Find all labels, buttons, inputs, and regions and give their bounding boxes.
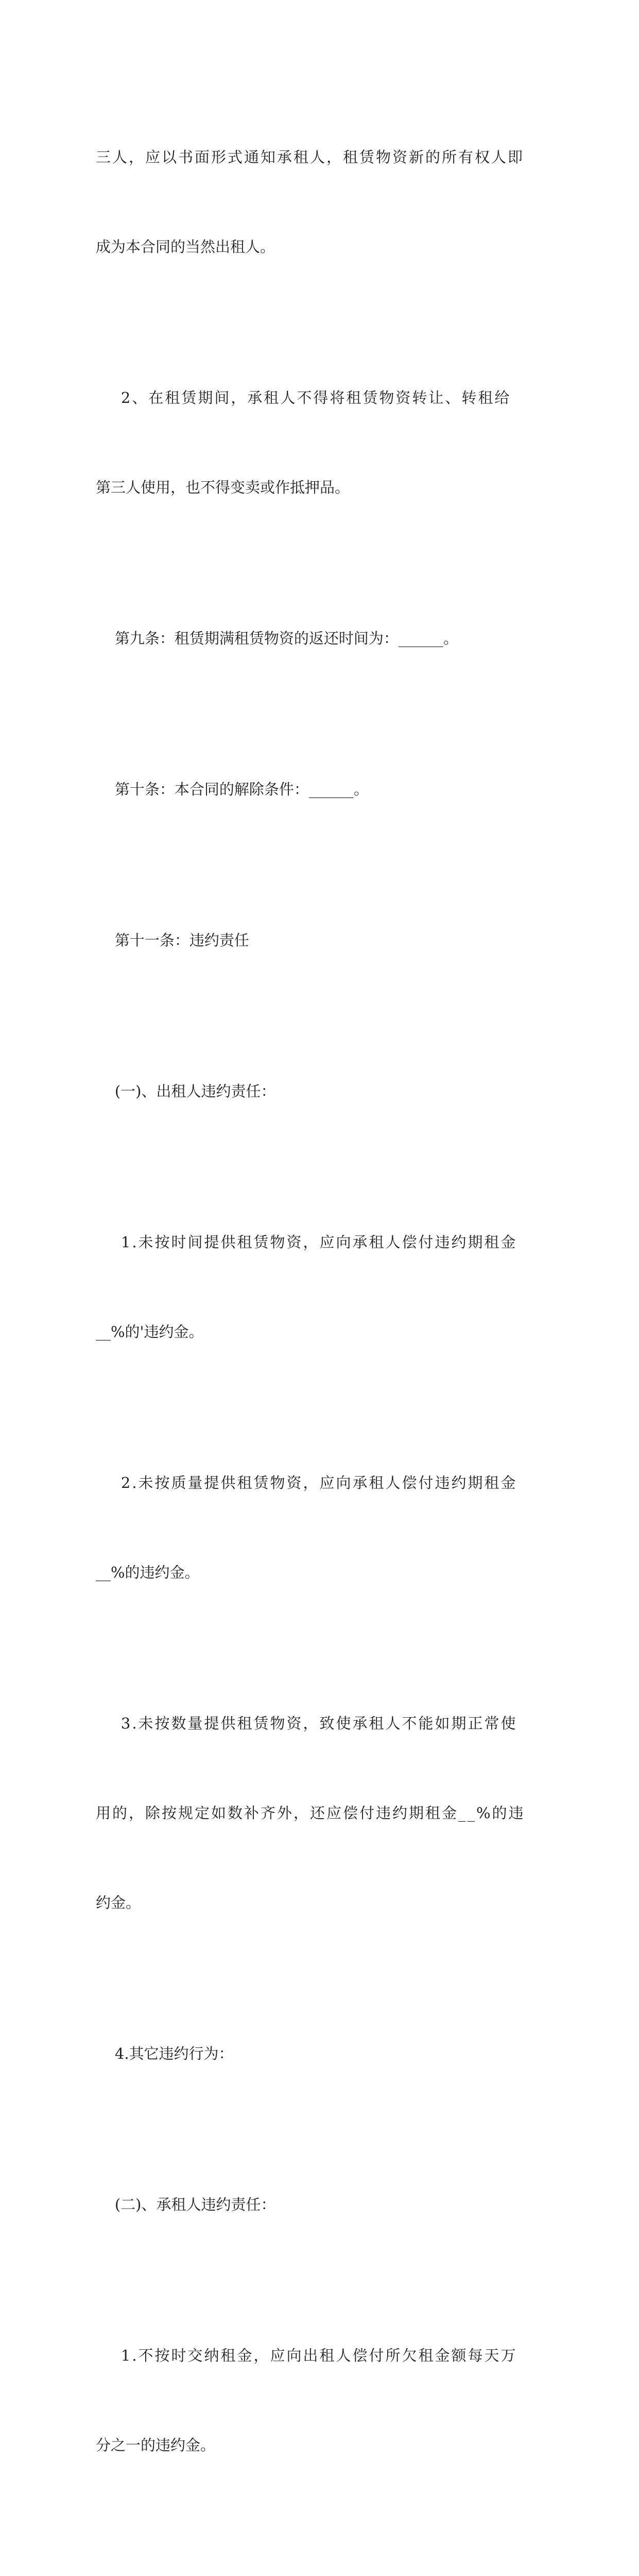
paragraph-lessor-item-2 xyxy=(96,1408,544,1647)
text-line: 用的，除按规定如数补齐外，还应偿付违约期租金__%的违 xyxy=(96,1804,525,1822)
text-line: 2、在租赁期间，承租人不得将租赁物资转让、转租给 xyxy=(96,389,511,406)
paragraph-lessee-liability-heading xyxy=(96,2130,544,2279)
paragraph-article-9 xyxy=(96,564,544,713)
paragraph-lessor-item-4 xyxy=(96,1979,544,2128)
text-line: 2.未按质量提供租赁物资，应向承租人偿付违约期租金 xyxy=(96,1474,517,1492)
text-line: 3.未按数量提供租赁物资，致使承租人不能如期正常使 xyxy=(96,1715,517,1732)
paragraph-article-11-heading xyxy=(96,866,544,1015)
text-line: 第三人使用，也不得变卖或作抵押品。 xyxy=(96,479,350,496)
paragraph-continuation xyxy=(96,82,544,321)
text-line: 第九条：租赁期满租赁物资的返还时间为：______。 xyxy=(96,630,458,647)
paragraph-lessee-item-1 xyxy=(96,2281,544,2520)
text-line: 三人，应以书面形式通知承租人，租赁物资新的所有权人即 xyxy=(96,148,525,166)
paragraph-lessor-liability-heading xyxy=(96,1016,544,1166)
text-line: __%的'违约金。 xyxy=(96,1323,204,1341)
text-line: 第十一条：违约责任 xyxy=(96,931,249,949)
paragraph-lessor-item-1 xyxy=(96,1167,544,1406)
paragraph-lessee-item-2 xyxy=(96,2521,544,2576)
document-page xyxy=(96,82,544,2576)
text-line: 4.其它违约行为： xyxy=(96,2045,234,2062)
text-line: (二)、承租人违约责任： xyxy=(96,2196,276,2213)
paragraph-clause-2 xyxy=(96,323,544,562)
text-line: 1.未按时间提供租赁物资，应向承租人偿付违约期租金 xyxy=(96,1233,517,1251)
text-line: __%的违约金。 xyxy=(96,1564,200,1581)
text-line: 分之一的违约金。 xyxy=(96,2436,216,2454)
text-line: 成为本合同的当然出租人。 xyxy=(96,238,275,256)
text-line: 约金。 xyxy=(96,1894,141,1911)
paragraph-lessor-item-3 xyxy=(96,1649,544,1977)
text-line: 第十条：本合同的解除条件：______。 xyxy=(96,781,369,798)
paragraph-article-10 xyxy=(96,715,544,864)
text-line: 1.不按时交纳租金，应向出租人偿付所欠租金额每天万 xyxy=(96,2347,517,2364)
text-line: (一)、出租人违约责任： xyxy=(96,1082,276,1100)
